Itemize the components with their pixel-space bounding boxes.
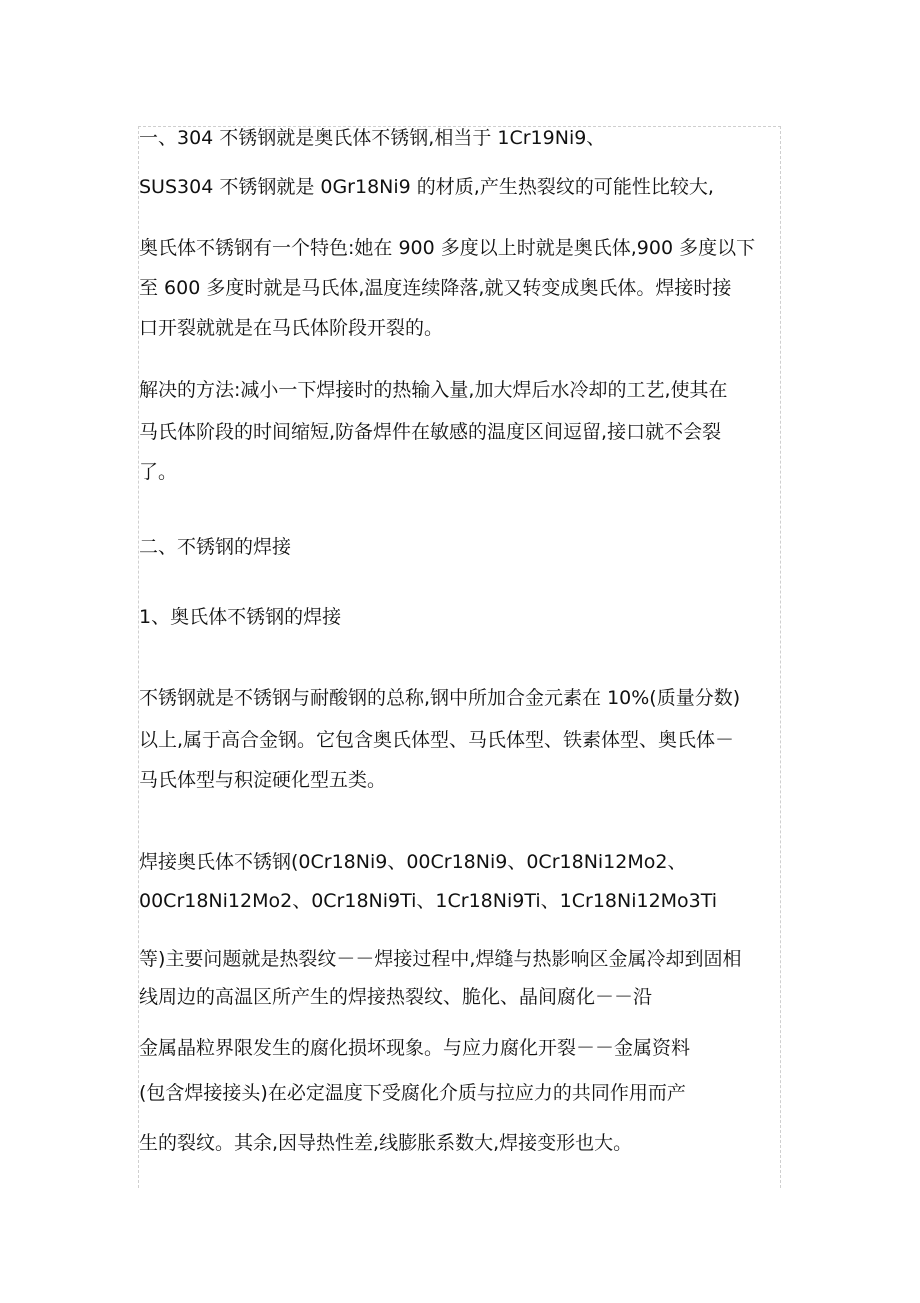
text-line: 金属晶粒界限发生的腐化损坏现象。与应力腐化开裂－－金属资料 — [139, 1037, 691, 1059]
text-line: 至 600 多度时就是马氏体,温度连续降落,就又转变成奥氏体。焊接时接 — [139, 277, 732, 299]
text-line: 焊接奥氏体不锈钢(0Cr18Ni9、00Cr18Ni9、0Cr18Ni12Mo2、 — [139, 851, 687, 873]
text-line: 奥氏体不锈钢有一个特色:她在 900 多度以上时就是奥氏体,900 多度以下 — [139, 237, 756, 259]
text-line: 以上,属于高合金钢。它包含奥氏体型、马氏体型、铁素体型、奥氏体－ — [139, 729, 735, 751]
text-line: 口开裂就就是在马氏体阶段开裂的。 — [139, 317, 444, 339]
text-line: 00Cr18Ni12Mo2、0Cr18Ni9Ti、1Cr18Ni9Ti、1Cr18Ni12Mo3Ti — [139, 890, 718, 912]
text-line: (包含焊接接头)在必定温度下受腐化介质与拉应力的共同作用而产 — [139, 1082, 686, 1104]
subsection-heading: 1、奥氏体不锈钢的焊接 — [139, 606, 342, 628]
text-line: 生的裂纹。其余,因导热性差,线膨胀系数大,焊接变形也大。 — [139, 1132, 633, 1154]
text-line: SUS304 不锈钢就是 0Gr18Ni9 的材质,产生热裂纹的可能性比较大, — [139, 176, 714, 198]
text-line: 等)主要问题就是热裂纹－－焊接过程中,焊缝与热影响区金属冷却到固相 — [139, 948, 742, 970]
text-line: 不锈钢就是不锈钢与耐酸钢的总称,钢中所加合金元素在 10%(质量分数) — [139, 687, 741, 709]
text-line: 线周边的高温区所产生的焊接热裂纹、脆化、晶间腐化－－沿 — [139, 986, 653, 1008]
text-line: 一、304 不锈钢就是奥氏体不锈钢,相当于 1Cr19Ni9、 — [139, 127, 606, 149]
text-line: 马氏体型与积淀硬化型五类。 — [139, 769, 387, 791]
text-line: 了。 — [139, 461, 178, 483]
text-line: 马氏体阶段的时间缩短,防备焊件在敏感的温度区间逗留,接口就不会裂 — [139, 421, 722, 443]
section-heading: 二、不锈钢的焊接 — [139, 536, 292, 558]
text-line: 解决的方法:减小一下焊接时的热输入量,加大焊后水冷却的工艺,使其在 — [139, 379, 728, 401]
